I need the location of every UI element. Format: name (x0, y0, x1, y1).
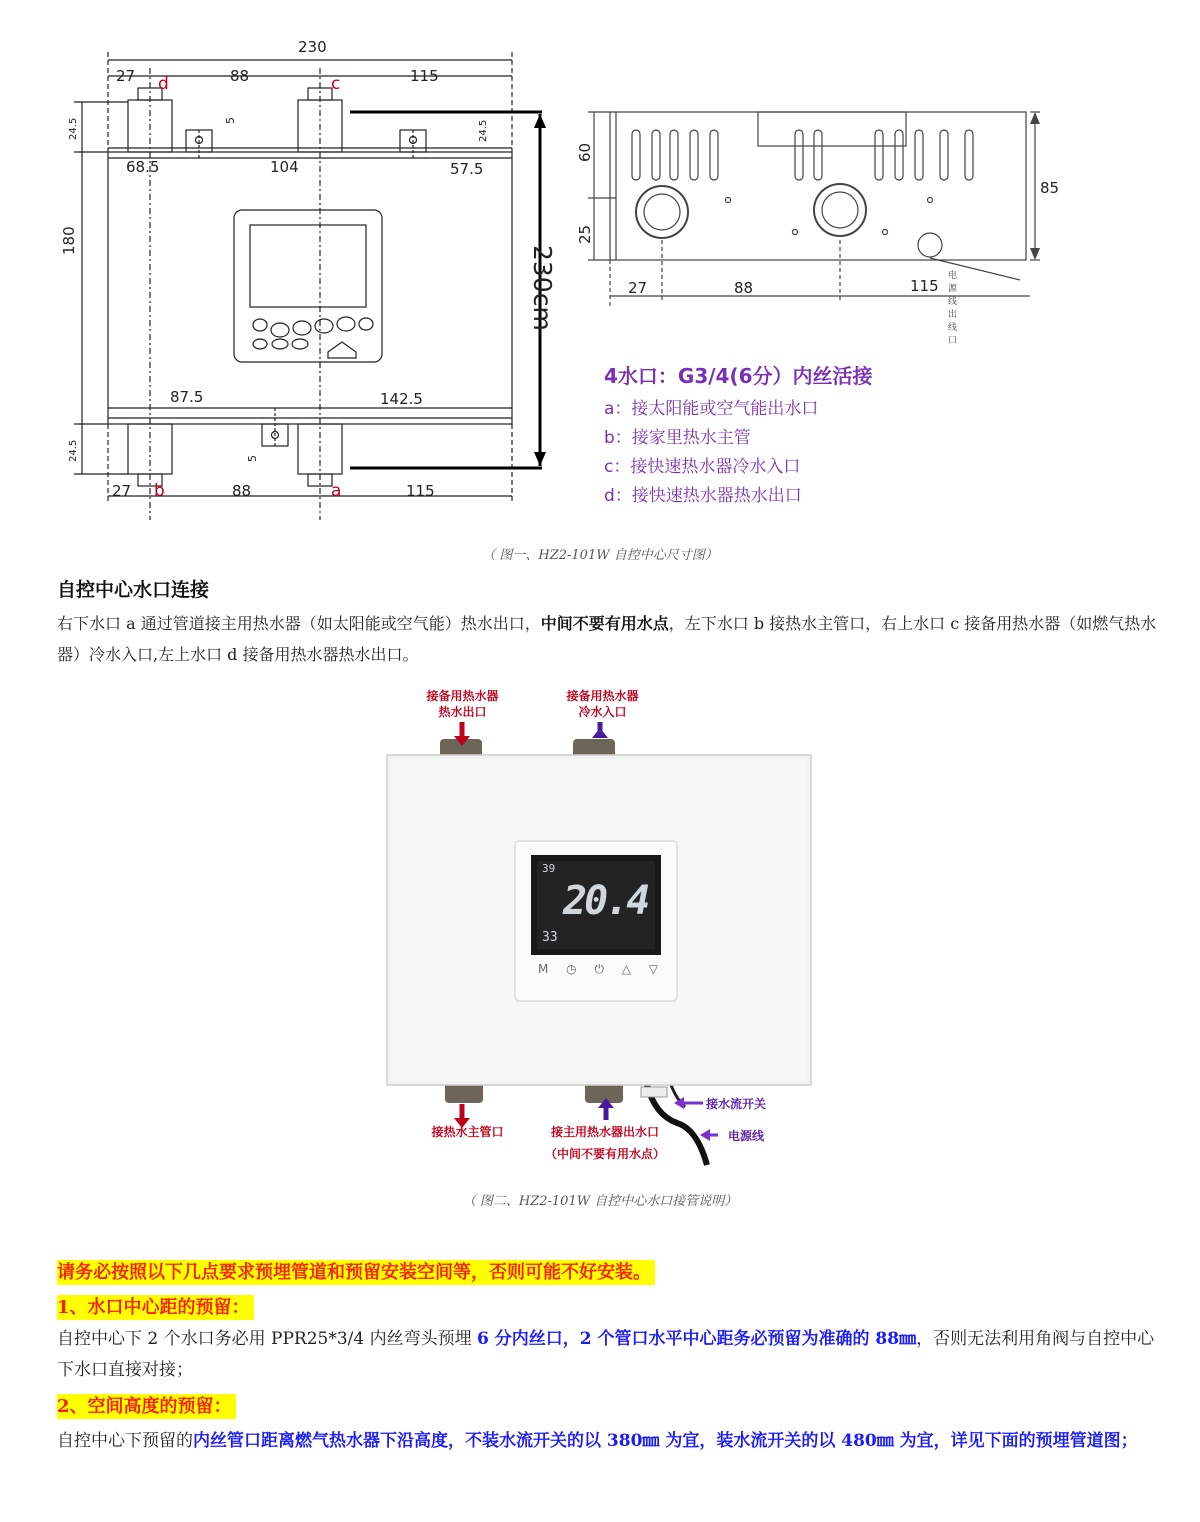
item2-body (57, 1426, 1167, 1457)
figure1-caption: （ 图一、HZ2-101W 自控中心尺寸图） (482, 548, 718, 563)
para1-pre: 右下水口 a 通过管道接主用热水器（如太阳能或空气能）热水出口， (57, 614, 541, 633)
button-down[interactable]: ▽ (648, 962, 658, 976)
dim-pipe-bottom: 24.5 (68, 439, 79, 462)
para1-bold: 中间不要有用水点 (540, 614, 669, 633)
front-dimension-drawing (60, 30, 570, 520)
lcd-temperature: 20.4 (563, 878, 648, 924)
dim-top-88: 88 (230, 67, 250, 85)
lcd-top-left: 39 (542, 862, 556, 875)
label-top-left: 接备用热水器 热水出口 (426, 689, 499, 719)
legend-line-b: b：接家里热水主管 (604, 428, 751, 448)
item1-pre: 自控中心下 2 个水口务必用 PPR25*3/4 内丝弯头预埋 (57, 1329, 478, 1349)
dim-bot-115: 115 (406, 482, 435, 500)
dim-bot-label-a: a (331, 481, 342, 501)
item1-emphasis: 6 分内丝口，2 个管口水平中心距务必预留为准确的 88㎜ (477, 1329, 917, 1349)
connection-paragraph (57, 608, 1167, 670)
dim-bot-27: 27 (112, 482, 132, 500)
side-dim-bot-88: 88 (734, 279, 754, 297)
label-bottom-mid: 接主用热水器出水口 (550, 1125, 659, 1139)
button-clock[interactable]: ◷ (566, 962, 577, 976)
item2-title: 2、空间高度的预留： (57, 1394, 236, 1419)
dim-height-180: 180 (60, 226, 78, 255)
dim-top-27: 27 (116, 67, 136, 85)
legend-line-a: a：接太阳能或空气能出水口 (604, 399, 819, 419)
figure2-caption: （ 图二、HZ2-101W 自控中心水口接管说明） (462, 1194, 738, 1209)
item1-title: 1、水口中心距的预留： (57, 1295, 254, 1320)
dim-bot-87-5: 87.5 (170, 388, 204, 406)
item2-emphasis: 内丝管口距离燃气热水器下沿高度，不装水流开关的以 380㎜ 为宜，装水流开关的以 480㎜ 为宜，详见下面的预埋管道图； (193, 1431, 1138, 1451)
side-dim-85: 85 (1040, 179, 1060, 197)
port-legend (604, 360, 873, 511)
warning-line (57, 1258, 1172, 1284)
label-power-line: 电源线 (728, 1129, 765, 1143)
dim-top-label-c: c (331, 74, 341, 94)
para1-post: ，左下水口 b 接热水主管口，右上水口 c 接备用热水器（如燃气热水器）冷水入口,左上水口 d 接备用热水器热水出口。 (57, 614, 1157, 664)
dim-top-115: 115 (410, 67, 439, 85)
label-flow-switch: 接水流开关 (706, 1097, 767, 1111)
dim-top-label-d: d (158, 74, 169, 94)
button-up[interactable]: △ (621, 962, 631, 976)
item1-post: ，否则无法利用角阀与自控中心下水口直接对接； (57, 1329, 1155, 1380)
legend-title: 4水口：G3/4(6分）内丝活接 (604, 364, 873, 388)
dim-bot-88: 88 (232, 482, 252, 500)
legend-line-d: d：接快速热水器热水出口 (604, 486, 802, 506)
item1-title-line (57, 1293, 1172, 1319)
button-power[interactable]: ⏻ (594, 962, 604, 976)
item2-pre: 自控中心下预留的 (57, 1431, 193, 1451)
dim-mid-57-5: 57.5 (450, 160, 484, 178)
side-dim-25: 25 (576, 224, 594, 244)
label-bottom-left: 接热水主管口 (431, 1125, 504, 1139)
warning-text: 请务必按照以下几点要求预埋管道和预留安装空间等，否则可能不好安装。 (57, 1260, 655, 1285)
label-top-right: 接备用热水器 冷水入口 (566, 689, 639, 719)
legend-line-c: c：接快速热水器冷水入口 (604, 457, 801, 477)
photo-arrows (400, 700, 800, 1160)
item2-title-line (57, 1392, 1172, 1418)
dim-bot-label-b: b (154, 481, 165, 501)
dim-small-5-bottom: 5 (246, 455, 259, 462)
item1-body (57, 1324, 1167, 1386)
section-title: 自控中心水口连接 (57, 579, 210, 601)
dim-total-width: 230 (298, 38, 327, 56)
dim-small-5-top-right: 24.5 (478, 119, 489, 142)
lcd-bottom-left: 33 (542, 930, 558, 945)
power-outlet-label: 电源线出线口 (948, 271, 958, 346)
dim-pipe-top: 24.5 (68, 117, 79, 140)
dim-small-5-top-left: 5 (224, 117, 237, 124)
side-dim-bot-27: 27 (628, 279, 648, 297)
dim-mid-104: 104 (270, 158, 299, 176)
dim-side-230cm: 230cm (528, 245, 557, 331)
side-dim-bot-115: 115 (910, 277, 939, 295)
dim-bot-142-5: 142.5 (380, 390, 423, 408)
side-dim-60: 60 (576, 142, 594, 162)
button-m[interactable]: M (538, 962, 549, 976)
label-bottom-mid-note: （中间不要有用水点） (544, 1147, 665, 1161)
dim-mid-68-5: 68.5 (126, 158, 160, 176)
